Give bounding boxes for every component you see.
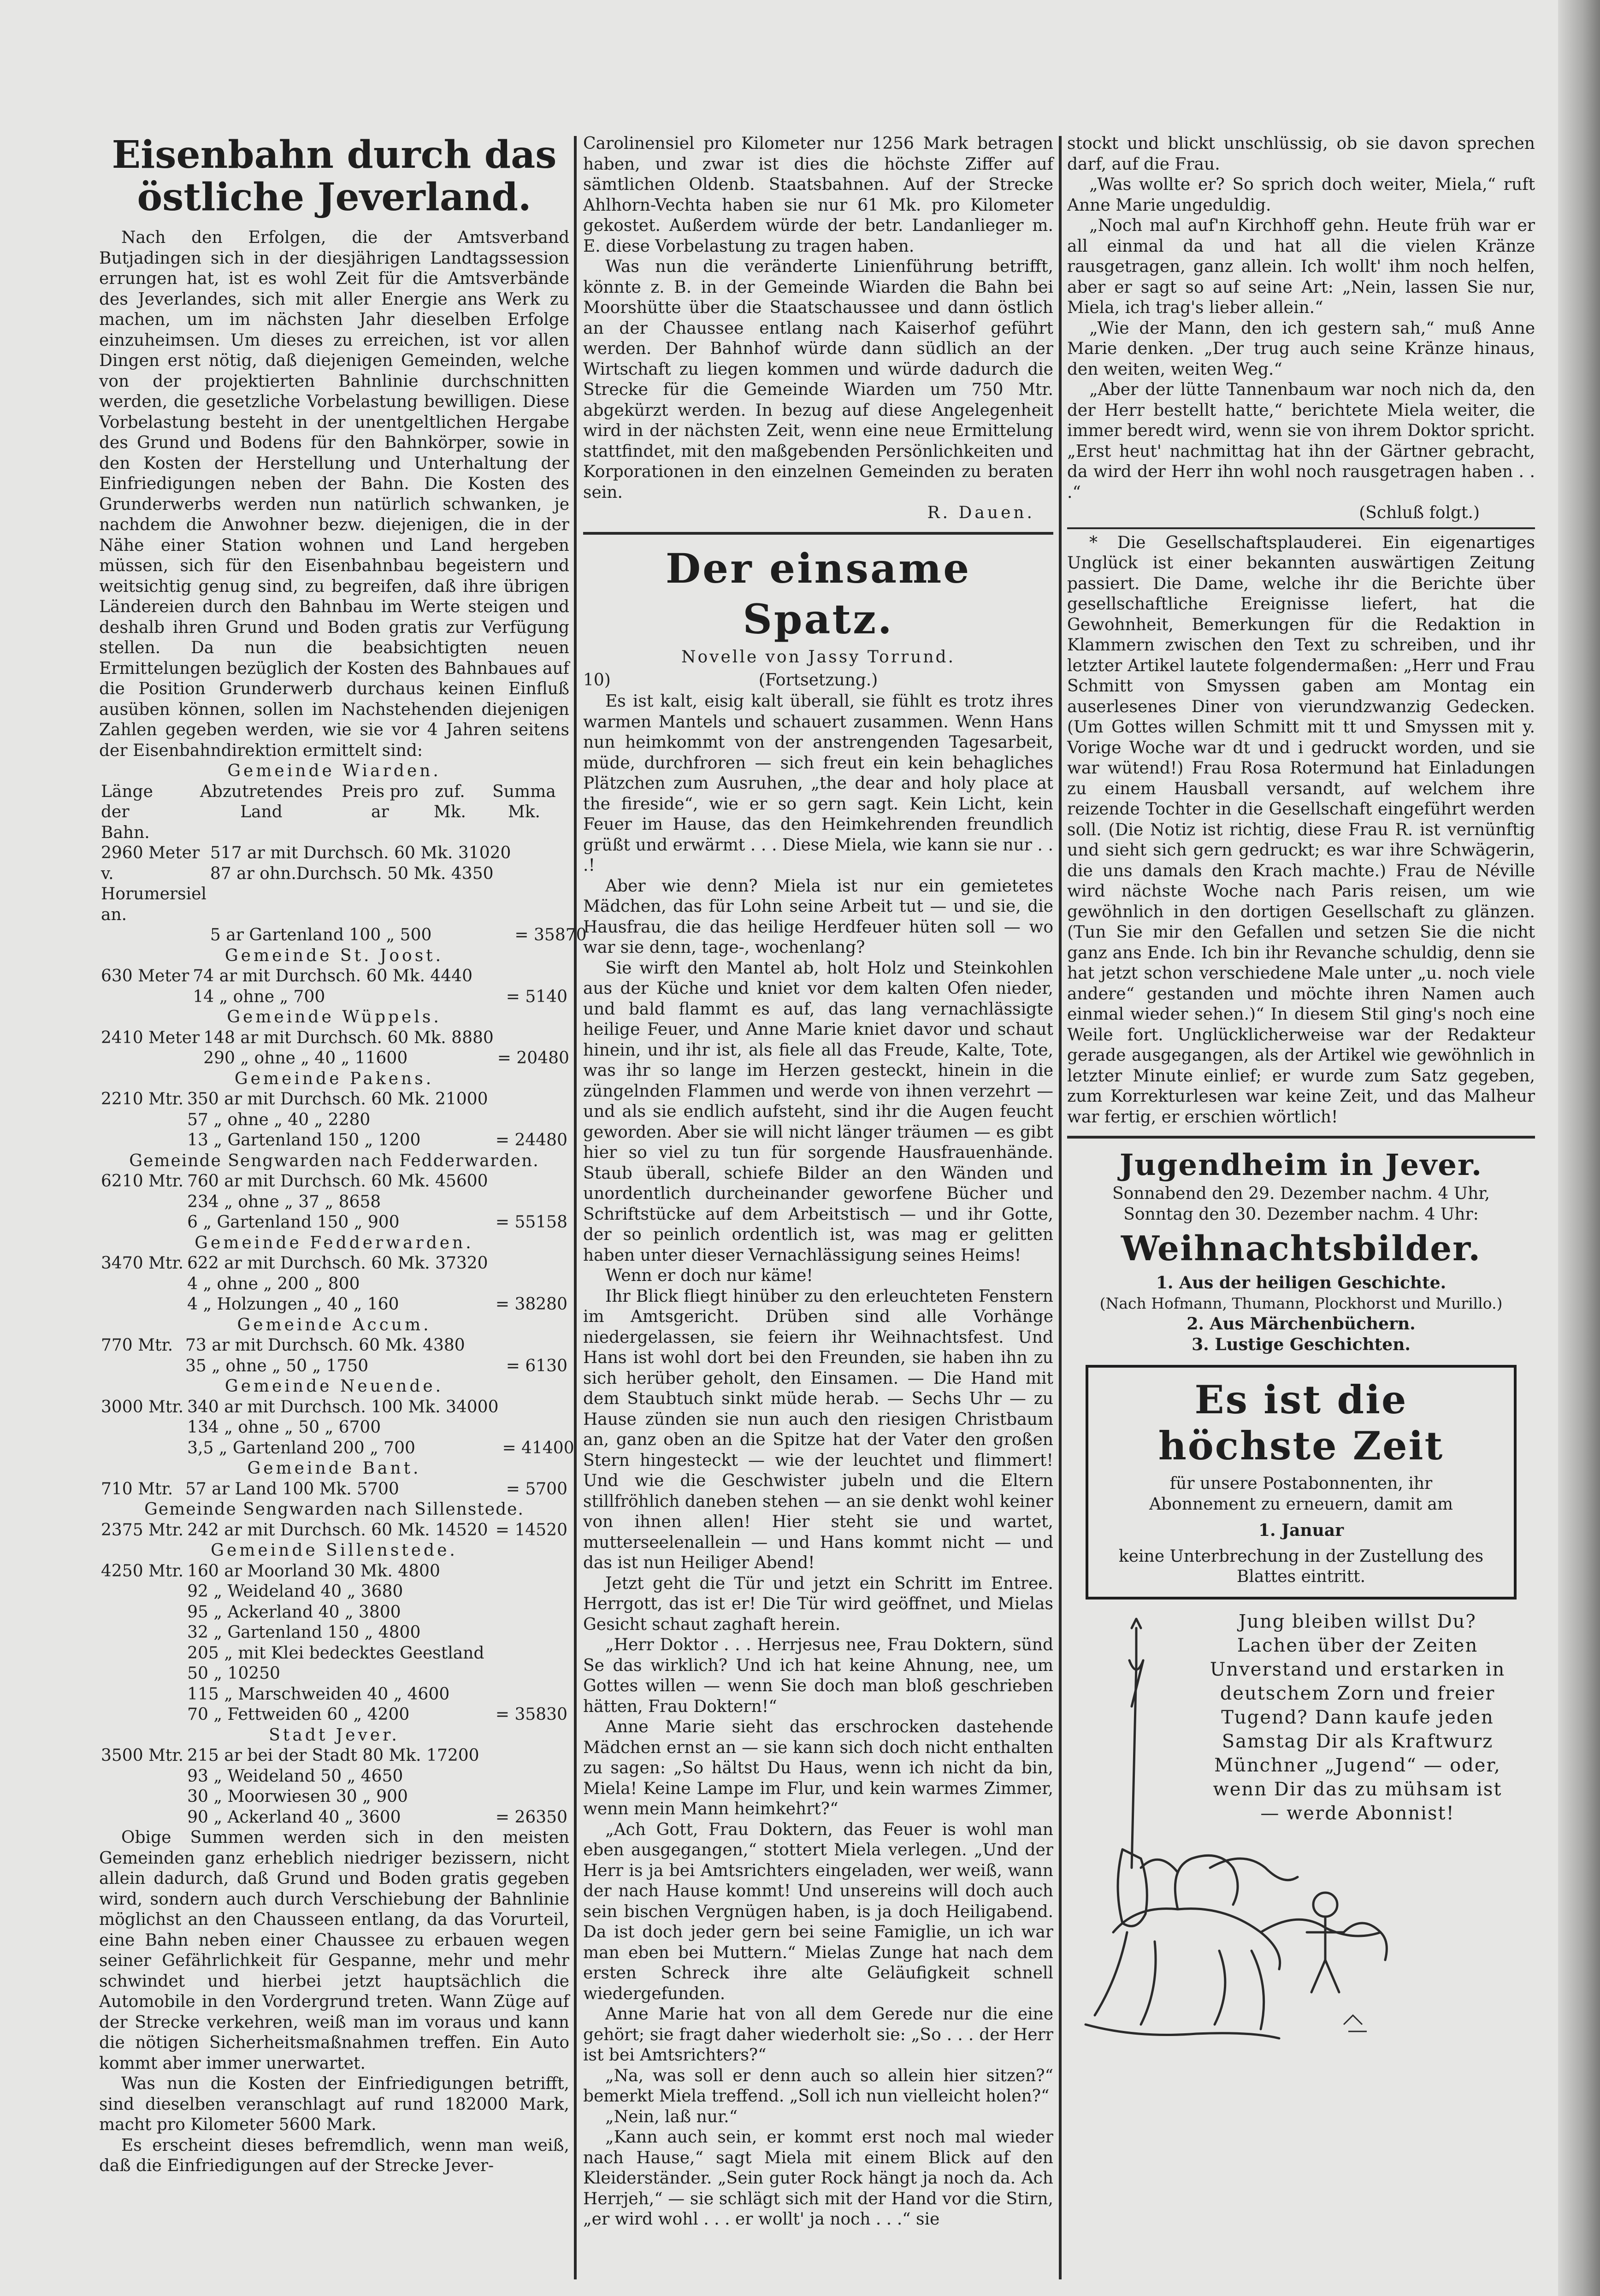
table-cell bbox=[493, 1192, 569, 1213]
table-cell: 4 „ Holzungen „ 40 „ 160 bbox=[187, 1295, 399, 1314]
table-row bbox=[99, 864, 589, 926]
table-cell: = 35870 bbox=[514, 926, 587, 944]
cost-table bbox=[99, 1171, 569, 1233]
table-cell: 340 ar mit Durchsch. 100 Mk. 34000 bbox=[187, 1397, 499, 1417]
section-heading: Gemeinde Bant. bbox=[247, 1459, 421, 1478]
cost-table bbox=[99, 1397, 576, 1459]
table-cell: 5 ar Gartenland 100 „ 500 bbox=[210, 926, 432, 944]
ad-jugend-magazine bbox=[1067, 1610, 1535, 2061]
table-cell: 242 ar mit Durchsch. 60 Mk. 14520 bbox=[187, 1520, 488, 1540]
table-cell: 2410 Meter bbox=[101, 1028, 200, 1047]
table-row bbox=[99, 1684, 569, 1705]
ad-text: Jung bleiben willst Du? Lachen über der Zeiten Unverstand und erstarken in deutschem Zorn und freier Tugend? Dann kaufe jeden Samstag Dir als Kraftwurz Münchner „Jugend“ — oder, wenn Dir das zu mühsam ist — werde Abonnist! bbox=[1210, 1611, 1506, 1824]
table-row bbox=[99, 1397, 576, 1418]
column-1 bbox=[99, 133, 587, 2177]
table-row bbox=[99, 1766, 569, 1787]
installment-number: 10) bbox=[583, 671, 611, 690]
table-cell: 3500 Mtr. bbox=[101, 1746, 184, 1765]
ad-headline: Es ist die höchste Zeit bbox=[1158, 1377, 1444, 1469]
table-row bbox=[99, 1705, 569, 1725]
program-item: 3. Lustige Geschichten. bbox=[1192, 1334, 1411, 1354]
table-row bbox=[99, 1417, 576, 1438]
table-cell bbox=[99, 1048, 201, 1069]
table-cell: 13 „ Gartenland 150 „ 1200 bbox=[187, 1131, 421, 1150]
table-cell: 6210 Mtr. bbox=[101, 1172, 184, 1191]
article-paragraph: Carolinensiel pro Kilometer nur 1256 Mark betragen haben, und zwar ist dies die höchste Ziffer auf sämtlichen Oldenb. Staatsbahnen. Auf der Strecke Ahlhorn-Vechta haben sie nur 61 Mk. pro Kilometer gekostet. Außerdem würde der betr. Landanlieger m. E. diese Vorbelastung zu tragen haben. bbox=[583, 134, 1053, 256]
table-cell bbox=[99, 1110, 185, 1131]
table-cell: 57 „ ohne „ 40 „ 2280 bbox=[187, 1110, 371, 1129]
table-row bbox=[99, 1212, 569, 1233]
cost-table bbox=[99, 1335, 569, 1376]
news-item: * Die Gesellschaftsplauderei. Ein eigenartiges Unglück ist einer bekannten auswärtigen Zeitung passiert. Die Dame, welche ihr die Berichte über gesellschaftliche Ereignisse liefert, hat die Gewohnheit, Bemerkungen für die Redaktion in Klammern zwischen den Text zu schreiben, und ihr letzter Artikel lautete folgendermaßen: „Herr und Frau Schmitt von Smyssen gaben am Montag ein auserlesenes Diner von vierundzwanzig Gedecken. (Um Gottes willen Schmitt mit tt und Smyssen mit y. Vorige Woche war dt und i gedruckt worden, und sie war wütend!) Frau Rosa Rotermund hat Einladungen zu einem Hausball versandt, auf welchem ihre reizende Tochter in die Gesellschaft eingeführt werden soll. (Die Notiz ist richtig, diese Frau R. ist vernünftig und sieht sich gern gedruckt; es war ihre Schwägerin, die uns damals den Krach machte.) Frau de Néville wird nächste Woche nach Paris reisen, um wie gewöhnlich in den dortigen Gesellschaft zu glänzen. (Tun Sie mir den Gefallen und setzen Sie die nicht ganz ans Ende. Ich bin ihr Revanche schuldig, denn sie hat jetzt schon verschiedene Male unter „u. noch viele andere“ gestanden und möchte ihren Namen auch einmal wieder sehen.)“ In diesem Stil ging's noch eine Weile fort. Unglücklicherweise war der Redakteur gerade ausgegangen, als der Artikel wie gewöhnlich in letzter Minute einlief; er wurde zum Satz gegeben, zum Korrekturlesen war keine Zeit, und das Malheur war fertig, er erschien wörtlich! bbox=[1067, 533, 1535, 1127]
table-header-cell: Summa Mk. bbox=[492, 782, 556, 821]
table-row bbox=[99, 966, 569, 987]
table-cell bbox=[494, 1602, 569, 1623]
table-cell bbox=[493, 1274, 569, 1295]
rider-illustration bbox=[1067, 1610, 1417, 2061]
table-header-cell: Länge der Bahn. bbox=[101, 782, 153, 842]
table-cell: = 20480 bbox=[497, 1049, 569, 1068]
table-cell: 3,5 „ Gartenland 200 „ 700 bbox=[187, 1438, 415, 1458]
table-cell bbox=[99, 1130, 185, 1151]
table-row bbox=[99, 1335, 569, 1356]
table-cell: 4 „ ohne „ 200 „ 800 bbox=[187, 1274, 360, 1293]
article-paragraph: Es erscheint dieses befremdlich, wenn man weiß, daß die Einfriedigungen auf der Strecke Jever- bbox=[99, 2136, 569, 2175]
section-heading: Gemeinde Neuende. bbox=[224, 1377, 444, 1396]
table-cell: 73 ar mit Durchsch. 60 Mk. 4380 bbox=[185, 1336, 465, 1355]
table-cell bbox=[99, 1212, 185, 1233]
table-cell: 115 „ Marschweiden 40 „ 4600 bbox=[187, 1684, 450, 1704]
ad-headline: Weihnachtsbilder. bbox=[1121, 1229, 1482, 1269]
table-row bbox=[99, 1479, 569, 1500]
table-cell: 215 ar bei der Stadt 80 Mk. 17200 bbox=[187, 1746, 479, 1765]
table-cell bbox=[494, 1643, 569, 1684]
novel-paragraph: „Na, was soll er denn auch so allein hier sitzen?“ bemerkt Miela treffend. „Soll ich nun vielleicht holen?“ bbox=[583, 2066, 1053, 2106]
table-row bbox=[99, 1192, 569, 1213]
table-cell: 205 „ mit Klei bedecktes Geestland 50 „ 10250 bbox=[187, 1643, 484, 1683]
table-cell bbox=[494, 1684, 569, 1705]
section-heading: Stadt Jever. bbox=[269, 1725, 400, 1745]
section-heading: Gemeinde Pakens. bbox=[234, 1069, 434, 1088]
table-row bbox=[99, 1520, 569, 1541]
section-heading: Gemeinde Sengwarden nach Fedderwarden. bbox=[129, 1151, 539, 1170]
table-cell: = 26350 bbox=[495, 1807, 567, 1827]
table-row bbox=[99, 1807, 569, 1828]
section-divider bbox=[583, 532, 1053, 535]
section-heading: Gemeinde St. Joost. bbox=[224, 946, 444, 965]
table-row bbox=[99, 1643, 569, 1684]
column-2 bbox=[583, 134, 1053, 2230]
ad-date-line: Sonnabend den 29. Dezember nachm. 4 Uhr, bbox=[1112, 1184, 1490, 1203]
table-cell: 90 „ Ackerland 40 „ 3600 bbox=[187, 1807, 401, 1827]
table-row bbox=[99, 1253, 569, 1274]
page-binding-edge bbox=[1558, 0, 1600, 2296]
table-cell bbox=[496, 1028, 571, 1049]
novel-paragraph: „Herr Doktor . . . Herrjesus nee, Frau Doktern, sünd Se das wirklich? Und ich hat keine Ahnung, nee, um Gottes willen — wenn Sie doch man bloß geschrieben hätten, Frau Doktern!“ bbox=[583, 1635, 1053, 1716]
novel-paragraph: Anne Marie hat von all dem Gerede nur die eine gehört; sie fragt daher wiederholt sie: „So . . . der Herr ist bei Amtsrichters?“ bbox=[583, 2005, 1053, 2065]
cost-table bbox=[99, 966, 569, 1007]
to-be-continued: (Schluß folgt.) bbox=[1359, 503, 1480, 522]
table-cell: 2210 Mtr. bbox=[101, 1090, 184, 1109]
table-cell bbox=[99, 1766, 185, 1787]
table-cell: 3000 Mtr. bbox=[101, 1397, 184, 1417]
novel-paragraph: „Wie der Mann, den ich gestern sah,“ muß Anne Marie denken. „Der trug auch seine Kränze hinaus, den weiten, weiten Weg.“ bbox=[1067, 319, 1535, 379]
table-cell: = 5140 bbox=[506, 987, 567, 1006]
cost-table-header bbox=[99, 782, 569, 844]
section-heading: Gemeinde Wüppels. bbox=[227, 1008, 442, 1027]
table-row bbox=[99, 1356, 569, 1377]
article-paragraph: Was nun die Kosten der Einfriedigungen betrifft, sind dieselben veranschlagt auf rund 182000 Mark, macht pro Kilometer 5600 Mark. bbox=[99, 2074, 569, 2134]
table-cell bbox=[99, 1274, 185, 1295]
ad-date: 1. Januar bbox=[1258, 1521, 1344, 1540]
table-row bbox=[99, 1028, 571, 1049]
ad-text: keine Unterbrechung in der Zustellung des Blattes eintritt. bbox=[1118, 1546, 1484, 1586]
novel-paragraph: Jetzt geht die Tür und jetzt ein Schritt im Entree. Herrgott, das ist er! Die Tür wird geöffnet, und Mielas Gesicht schaut zaghaft herein. bbox=[583, 1574, 1053, 1634]
novel-paragraph: Aber wie denn? Miela ist nur ein gemietetes Mädchen, das für Lohn seine Arbeit tut — und sie, die Hausfrau, die das heilige Herdfeuer hüten soll — wo war sie denn, tage-, wochenlang? bbox=[583, 876, 1053, 957]
ad-jugendheim bbox=[1067, 1147, 1535, 1355]
novel-paragraph: Anne Marie sieht das erschrocken dastehende Mädchen ernst an — sie kann sich doch nicht enthalten zu sagen: „So hältst Du Haus, wenn ich nicht da bin, Miela! Keine Lampe im Flur, und kein warmes Zimmer, wenn mein Mann heimkehrt?“ bbox=[583, 1718, 1053, 1818]
table-row bbox=[99, 1130, 569, 1151]
table-cell: 95 „ Ackerland 40 „ 3800 bbox=[187, 1602, 401, 1622]
table-cell: 2960 Meter bbox=[101, 844, 200, 862]
table-cell: 234 „ ohne „ 37 „ 8658 bbox=[187, 1192, 381, 1211]
novel-installment-line bbox=[583, 670, 1053, 691]
table-cell: 517 ar mit Durchsch. 60 Mk. 31020 bbox=[210, 844, 511, 862]
cost-table bbox=[99, 1028, 571, 1069]
table-cell: 32 „ Gartenland 150 „ 4800 bbox=[187, 1623, 421, 1642]
ad-title: Jugendheim in Jever. bbox=[1119, 1148, 1483, 1182]
program-item: 2. Aus Märchenbüchern. bbox=[1187, 1314, 1416, 1334]
table-cell bbox=[497, 1335, 569, 1356]
table-cell bbox=[494, 1582, 569, 1602]
cost-table bbox=[99, 1479, 569, 1500]
table-cell bbox=[99, 1787, 185, 1807]
novel-paragraph: Wenn er doch nur käme! bbox=[605, 1266, 813, 1285]
table-cell bbox=[99, 1192, 185, 1213]
table-row bbox=[99, 925, 589, 946]
novel-paragraph: Ihr Blick fliegt hinüber zu den erleuchteten Fenstern im Amtsgericht. Drüben sind alle Vorhänge niedergelassen, sie feiern ihr Weihnachtsfest. Und Hans ist wohl dort bei den Freunden, sie haben ihn zu sich herüber geholt, den Einsamen. — Die Hand mit dem Staubtuch sinkt müde herab. — Sechs Uhr — zu Hause zünden sie nun auch den riesigen Christbaum an, ganz oben an die Spitze hat der Vater den großen Stern hingesteckt — wie der leuchtet und flimmert! Und wie die Geschwister jubeln und die Eltern stillfröhlich daneben stehen — an sie denkt wohl keiner von ihnen allen! Hier steht sie und wartet, mutterseelenallein — und Hans kommt nicht — und das ist nun Heiliger Abend! bbox=[583, 1287, 1053, 1572]
table-cell: 710 Mtr. bbox=[101, 1479, 173, 1499]
table-cell bbox=[494, 1623, 569, 1643]
table-row bbox=[99, 1582, 569, 1602]
table-cell: 134 „ ohne „ 50 „ 6700 bbox=[187, 1418, 381, 1437]
table-row bbox=[99, 1048, 571, 1069]
table-cell bbox=[500, 1397, 576, 1418]
table-cell: 92 „ Weideland 40 „ 3680 bbox=[187, 1582, 403, 1601]
table-cell: 6 „ Gartenland 150 „ 900 bbox=[187, 1213, 400, 1232]
table-cell: 93 „ Weideland 50 „ 4650 bbox=[187, 1766, 403, 1786]
table-cell bbox=[513, 864, 588, 926]
novel-paragraph: Sie wirft den Mantel ab, holt Holz und Steinkohlen aus der Küche und kniet vor dem kalten Ofen nieder, und bald flammt es auf, das lang vernachlässigte heilige Feuer, und Anne Marie kniet davor und schaut hinein, und ihr ist, als fiele all das Freude, Kalte, Tote, was ihr so lange im Herzen gesteckt, hinein in die züngelnden Flammen und werde von ihnen verzehrt — und als sie endlich aufsteht, sind ihr die Augen feucht geworden. Aber sie will nicht länger träumen — es gibt hier so viel zu tun für sorgende Hausfrauenhände. Staub überall, schiefe Bilder an den Wänden und unordentlich durcheinander geworfene Bücher und Schriftstücke auf dem Arbeitstisch — und ihr Gotte, der so peinlich ordentlich ist, was mag er gelitten haben unter dieser Vernachlässigung seines Heims! bbox=[583, 958, 1053, 1265]
table-cell bbox=[99, 1623, 185, 1643]
article-paragraph: Obige Summen werden sich in den meisten Gemeinden ganz erheblich niedriger bezissern, nicht allein dadurch, daß Grund und Boden gratis gegeben wird, sondern auch durch Verschiebung der Bahnlinie möglichst an den Chausseen entlang, da das Vorurteil, eine Bahn neben einer Chaussee zu erbauen wegen seiner Gefährlichkeit für Gespanne, mehr und mehr schwindet und hierbei jetzt hauptsächlich die Automobile in den Vordergrund treten. Wann Züge auf der Strecke verkehren, weiß man im voraus und kann die nötigen Sicherheitsmaßnahmen treffen. Ein Auto kommt aber immer unerwartet. bbox=[99, 1828, 569, 2073]
cost-table bbox=[99, 1561, 569, 1725]
novel-author: Novelle von Jassy Torrund. bbox=[681, 647, 956, 667]
table-cell: = 55158 bbox=[495, 1213, 567, 1232]
table-cell: 2375 Mtr. bbox=[101, 1520, 184, 1540]
table-row bbox=[99, 1171, 569, 1192]
section-heading: Gemeinde Sengwarden nach Sillenstede. bbox=[144, 1500, 524, 1519]
table-cell: 630 Meter bbox=[101, 967, 189, 986]
table-row bbox=[99, 1561, 569, 1582]
section-divider bbox=[1067, 1136, 1535, 1139]
table-cell: = 38280 bbox=[495, 1295, 567, 1314]
ad-subscription-box bbox=[1086, 1365, 1517, 1600]
cost-table bbox=[99, 1253, 569, 1315]
table-row bbox=[99, 1602, 569, 1623]
table-cell bbox=[99, 1438, 185, 1459]
table-cell bbox=[99, 1643, 185, 1684]
table-cell bbox=[99, 987, 191, 1008]
table-cell bbox=[491, 1787, 569, 1807]
table-cell: 760 ar mit Durchsch. 60 Mk. 45600 bbox=[187, 1172, 488, 1191]
table-cell bbox=[99, 1417, 185, 1438]
table-cell bbox=[493, 1253, 569, 1274]
table-cell bbox=[99, 1582, 185, 1602]
table-cell: 350 ar mit Durchsch. 60 Mk. 21000 bbox=[187, 1090, 488, 1109]
cost-table bbox=[99, 1520, 569, 1541]
table-row bbox=[99, 987, 569, 1008]
novel-paragraph: „Noch mal auf'n Kirchhoff gehn. Heute früh war er all einmal da und hat all die vielen Kränze rausgetragen, ganz allein. Ich wollt' ihm noch helfen, aber er sagt so auf seine Art: „Nein, lassen Sie nur, Miela, ich trag's lieber allein.“ bbox=[1067, 216, 1535, 317]
table-cell: 770 Mtr. bbox=[101, 1336, 173, 1355]
article-title: Eisenbahn durch das östliche Jeverland. bbox=[112, 133, 557, 219]
table-cell bbox=[491, 1746, 569, 1766]
table-cell bbox=[493, 1171, 569, 1192]
table-cell: = 35830 bbox=[495, 1705, 567, 1724]
table-row bbox=[99, 1746, 569, 1766]
table-cell: = 6130 bbox=[506, 1356, 567, 1375]
column-3 bbox=[1067, 134, 1535, 2061]
table-cell bbox=[99, 925, 208, 946]
table-cell: 4250 Mtr. bbox=[101, 1561, 184, 1581]
novel-title: Der einsame Spatz. bbox=[665, 544, 971, 643]
table-cell bbox=[99, 1356, 183, 1377]
table-cell bbox=[513, 843, 588, 864]
table-row bbox=[99, 1274, 569, 1295]
table-header-cell: zuf. Mk. bbox=[433, 782, 466, 821]
table-cell: 74 ar mit Durchsch. 60 Mk. 4440 bbox=[193, 967, 472, 986]
table-row bbox=[99, 1787, 569, 1807]
table-cell bbox=[500, 1417, 576, 1438]
table-cell: 87 ar ohn.Durchsch. 50 Mk. 4350 bbox=[210, 864, 494, 883]
table-header-cell: Preis pro ar bbox=[342, 782, 419, 821]
novel-paragraph: Es ist kalt, eisig kalt überall, sie fühlt es trotz ihres warmen Mantels und schauert zusammen. Wenn Hans nun heimkommt von der anstrengenden Tagesarbeit, müde, durchfroren — sich freut ein kein behagliches Plätzchen zum Ausruhen, „the dear and holy place at the fireside“, wie er so gern sagt. Kein Licht, kein Feuer im Hause, das den Heimkehrenden freundlich grüßt und erwärmt . . . Diese Miela, wie kann sie nur . . .! bbox=[583, 692, 1053, 875]
table-row bbox=[99, 1110, 569, 1131]
table-row bbox=[99, 1294, 569, 1315]
novel-paragraph: „Aber der lütte Tannenbaum war noch nich da, den der Herr bestellt hatte,“ berichtete Miela weiter, die immer beredt wird, wenn sie von ihrem Doktor spricht. „Erst heut' nachmittag hat ihn der Gärtner gebracht, da wird der Herr ihn wohl noch rausgetragen haben . . .“ bbox=[1067, 380, 1535, 502]
table-header-cell: Abzutretendes Land bbox=[200, 782, 323, 821]
novel-paragraph: „Nein, laß nur.“ bbox=[605, 2107, 738, 2126]
column-rule-left bbox=[574, 136, 577, 2279]
table-cell: = 5700 bbox=[506, 1479, 567, 1499]
novel-paragraph: „Was wollte er? So sprich doch weiter, Miela,“ ruft Anne Marie ungeduldig. bbox=[1067, 175, 1535, 215]
table-cell: v. Horumersiel an. bbox=[101, 864, 207, 924]
table-row bbox=[99, 1089, 569, 1110]
program-note: (Nach Hofmann, Thumann, Plockhorst und Murillo.) bbox=[1099, 1294, 1503, 1312]
table-row bbox=[99, 1623, 569, 1643]
section-heading: Gemeinde Wiarden. bbox=[227, 761, 441, 780]
table-cell bbox=[99, 1807, 185, 1828]
table-cell bbox=[99, 1705, 185, 1725]
program-item: 1. Aus der heiligen Geschichte. bbox=[1156, 1273, 1446, 1293]
author-signature: R. Dauen. bbox=[927, 503, 1035, 522]
table-cell bbox=[99, 1602, 185, 1623]
table-cell: 57 ar Land 100 Mk. 5700 bbox=[185, 1479, 399, 1499]
section-divider bbox=[1067, 527, 1535, 529]
table-cell: 148 ar mit Durchsch. 60 Mk. 8880 bbox=[203, 1028, 494, 1047]
ad-date-line: Sonntag den 30. Dezember nachm. 4 Uhr: bbox=[1123, 1204, 1479, 1224]
ad-text: für unsere Postabonnenten, ihr Abonnement zu erneuern, damit am bbox=[1149, 1474, 1453, 1514]
section-heading: Gemeinde Accum. bbox=[237, 1315, 431, 1334]
novel-paragraph: „Kann auch sein, er kommt erst noch mal wieder nach Hause,“ sagt Miela mit einem Blick auf den Kleiderständer. „Sein guter Rock hängt ja noch da. Ach Herrjeh,“ — sie schlägt sich mit der Hand vor die Stirn, „er wird wohl . . . er wollt' ja noch . . .“ sie bbox=[583, 2128, 1053, 2229]
table-cell: 160 ar Moorland 30 Mk. 4800 bbox=[187, 1561, 440, 1581]
table-cell bbox=[99, 1294, 185, 1315]
novel-paragraph: stockt und blickt unschlüssig, ob sie davon sprechen darf, auf die Frau. bbox=[1067, 134, 1535, 174]
table-cell: 70 „ Fettweiden 60 „ 4200 bbox=[187, 1705, 410, 1724]
continuation-note: (Fortsetzung.) bbox=[758, 671, 878, 690]
table-cell bbox=[499, 966, 569, 987]
table-cell bbox=[493, 1110, 569, 1131]
table-cell bbox=[493, 1089, 569, 1110]
table-cell bbox=[494, 1561, 569, 1582]
column-rule-right bbox=[1059, 136, 1062, 2279]
table-row bbox=[99, 1438, 576, 1459]
table-cell: 14 „ ohne „ 700 bbox=[193, 987, 325, 1006]
cost-table bbox=[99, 1746, 569, 1828]
table-cell: 3470 Mtr. bbox=[101, 1254, 184, 1273]
table-cell: 622 ar mit Durchsch. 60 Mk. 37320 bbox=[187, 1254, 488, 1273]
article-paragraph: Nach den Erfolgen, die der Amtsverband Butjadingen sich in der diesjährigen Landtagssession errungen hat, ist es wohl Zeit für die Amtsverbände des Jeverlandes, sich mit aller Energie ans Werk zu machen, um im nächsten Jahr dieselben Erfolge einzuheimsen. Um dieses zu erreichen, ist vor allen Dingen erst nötig, daß diejenigen Gemeinden, welche von der projektierten Bahnlinie durchschnitten werden, die gesetzliche Vorbelastung bewilligen. Diese Vorbelastung besteht in der unentgeltlichen Hergabe des Grund und Bodens für den Bahnkörper, sowie in den Kosten der Herstellung und Unterhaltung der Einfriedigungen neben der Bahn. Die Kosten des Grunderwerbs werden nun natürlich schwanken, je nachdem die Anwohner bezw. diejenigen, die in der Nähe einer Station wohnen und Land hergeben müssen, sich für den Eisenbahnbau begeistern und weitsichtig genug sind, zu begreifen, daß ihre übrigen Ländereien durch den Bahnbau im Werte steigen und deshalb ihren Grund und Boden gratis zur Verfügung stellen. Da nun die beabsichtigten neuen Ermittelungen bezüglich der Kosten des Bahnbaues auf die Position Grunderwerb durchaus keinen Einfluß ausüben können, sollen im Nachstehenden diejenigen Zahlen gegeben werden, wie sie vor 4 Jahren seitens der Eisenbahndirektion ermittelt sind: bbox=[99, 228, 569, 760]
article-paragraph: Was nun die veränderte Linienführung betrifft, könnte z. B. in der Gemeinde Wiarden die Bahn bei Moorshütte über die Staatschaussee und dann östlich an der Chaussee entlang nach Kaiserhof geführt werden. Der Bahnhof würde dann südlich an der Wirtschaft zu liegen kommen und würde dadurch die Strecke für die Gemeinde Wiarden um 750 Mtr. abgekürzt werden. In bezug auf diese Angelegenheit wird in der nächsten Zeit, wenn eine neue Ermittelung stattfindet, mit den maßgebenden Persönlichkeiten und Korporationen in den einzelnen Gemeinden zu beraten sein. bbox=[583, 257, 1053, 502]
table-cell bbox=[491, 1766, 569, 1787]
cost-table bbox=[99, 843, 589, 946]
table-cell: = 41400 bbox=[502, 1438, 574, 1458]
cost-table bbox=[99, 1089, 569, 1151]
table-cell: 30 „ Moorwiesen 30 „ 900 bbox=[187, 1787, 408, 1806]
table-cell: = 24480 bbox=[495, 1131, 567, 1150]
table-cell: = 14520 bbox=[495, 1520, 567, 1540]
table-cell: 35 „ ohne „ 50 „ 1750 bbox=[185, 1356, 369, 1375]
section-heading: Gemeinde Fedderwarden. bbox=[195, 1233, 474, 1252]
table-cell: 290 „ ohne „ 40 „ 11600 bbox=[203, 1049, 408, 1068]
novel-paragraph: „Ach Gott, Frau Doktern, das Feuer is wohl man eben ausgegangen,“ stottert Miela verlegen. „Und der Herr is ja bei Amtsrichters eingeladen, wer weiß, wann der nach Hause kommt! Und unsereins will doch auch sein bischen Vergnügen haben, is ja doch Heiligabend. Da ist doch jeder gern bei seine Famiglie, un ich war man eben bei Muttern.“ Mielas Zunge hat nach dem ersten Schreck ihre alte Geläufigkeit schnell wiedergefunden. bbox=[583, 1820, 1053, 2003]
table-row bbox=[99, 843, 589, 864]
section-heading: Gemeinde Sillenstede. bbox=[211, 1541, 458, 1560]
table-cell bbox=[99, 1684, 185, 1705]
